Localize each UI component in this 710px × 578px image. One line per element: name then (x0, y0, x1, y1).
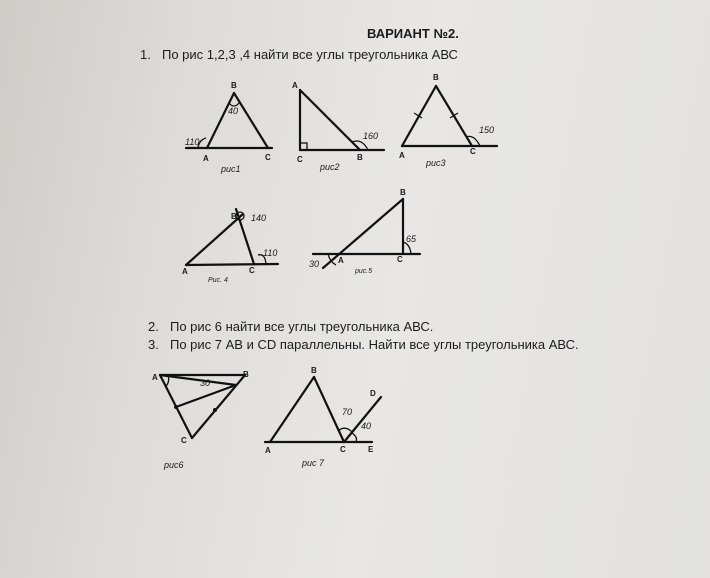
task-2-number: 2. (148, 319, 159, 334)
fig3-caption: рис3 (426, 158, 446, 168)
fig7-label-d: D (370, 389, 376, 398)
figure-1 (185, 81, 272, 174)
fig2-label-b: B (357, 153, 363, 162)
fig6-midpoint (174, 405, 178, 409)
fig7-side-ab (270, 377, 314, 442)
task-3-number: 3. (148, 337, 159, 352)
fig1-label-a: A (203, 154, 209, 163)
fig5-side-ab (323, 199, 403, 268)
task-3-text: По рис 7 АВ и CD параллельны. Найти все углы треугольника АВС. (170, 337, 579, 352)
fig7-label-c: C (340, 445, 346, 454)
fig2-label-c: C (297, 155, 303, 164)
fig5-label-c: C (397, 255, 403, 264)
fig7-angle-70: 70 (342, 407, 353, 417)
figure-5 (309, 188, 420, 275)
fig6-midpoint-2 (213, 408, 217, 412)
fig4-angle-110: 110 (263, 248, 278, 258)
fig4-label-a: A (182, 267, 188, 276)
fig1-label-c: C (265, 153, 271, 162)
fig2-angle-160: 160 (363, 131, 379, 141)
fig4-base-line (186, 264, 278, 265)
figure-7 (265, 366, 381, 468)
fig5-angle-30: 30 (309, 259, 320, 269)
fig3-label-c: C (470, 147, 476, 156)
fig6-caption: рис6 (164, 460, 184, 470)
figure-2 (292, 81, 384, 172)
fig6-label-c: C (181, 436, 187, 445)
fig2-label-a: A (292, 81, 298, 90)
fig7-caption: рис 7 (302, 458, 325, 468)
figure-4 (182, 209, 278, 284)
fig4-caption: Рис. 4 (208, 277, 228, 284)
fig1-caption: рис1 (221, 164, 241, 174)
fig2-side-ab (300, 90, 360, 150)
fig3-angle-150: 150 (479, 125, 495, 135)
fig1-side-ab (207, 93, 234, 148)
variant-title: ВАРИАНТ №2. (367, 26, 459, 41)
fig7-label-e: E (368, 445, 374, 454)
fig6-label-b: B (243, 370, 249, 379)
fig7-angle-dce-arc (352, 433, 357, 442)
fig7-label-b: B (311, 366, 317, 375)
fig6-inner-line (160, 375, 236, 385)
fig7-label-a: A (265, 446, 271, 455)
fig1-label-b: B (231, 81, 237, 90)
fig1-angle-110: 110 (185, 137, 200, 147)
task-1-text: По рис 1,2,3 ,4 найти все углы треугольника АВС (162, 47, 458, 62)
figure-6 (152, 370, 249, 470)
fig4-label-c: C (249, 266, 255, 275)
fig6-angle-30: 30 (200, 378, 211, 388)
fig2-caption: рис2 (320, 162, 340, 172)
fig3-label-a: A (399, 151, 405, 160)
figure-3 (399, 73, 497, 168)
fig5-angle-65: 65 (406, 234, 417, 244)
fig6-label-a: A (152, 373, 158, 382)
fig7-angle-40: 40 (361, 421, 372, 431)
task-1-number: 1. (140, 47, 151, 62)
fig4-angle-140: 140 (251, 213, 267, 223)
fig1-side-bc (234, 93, 268, 148)
fig3-label-b: B (433, 73, 439, 82)
fig7-ray-cd (344, 397, 381, 442)
fig5-label-b: B (400, 188, 406, 197)
fig1-angle-40: 40 (228, 106, 239, 116)
fig5-label-a: A (338, 256, 344, 265)
fig4-label-b: B (231, 212, 237, 221)
task-2-text: По рис 6 найти все углы треугольника АВС. (170, 319, 434, 334)
fig7-side-bc (314, 377, 344, 442)
fig4-side-ab (186, 214, 243, 265)
fig5-caption: рис.5 (355, 268, 373, 275)
